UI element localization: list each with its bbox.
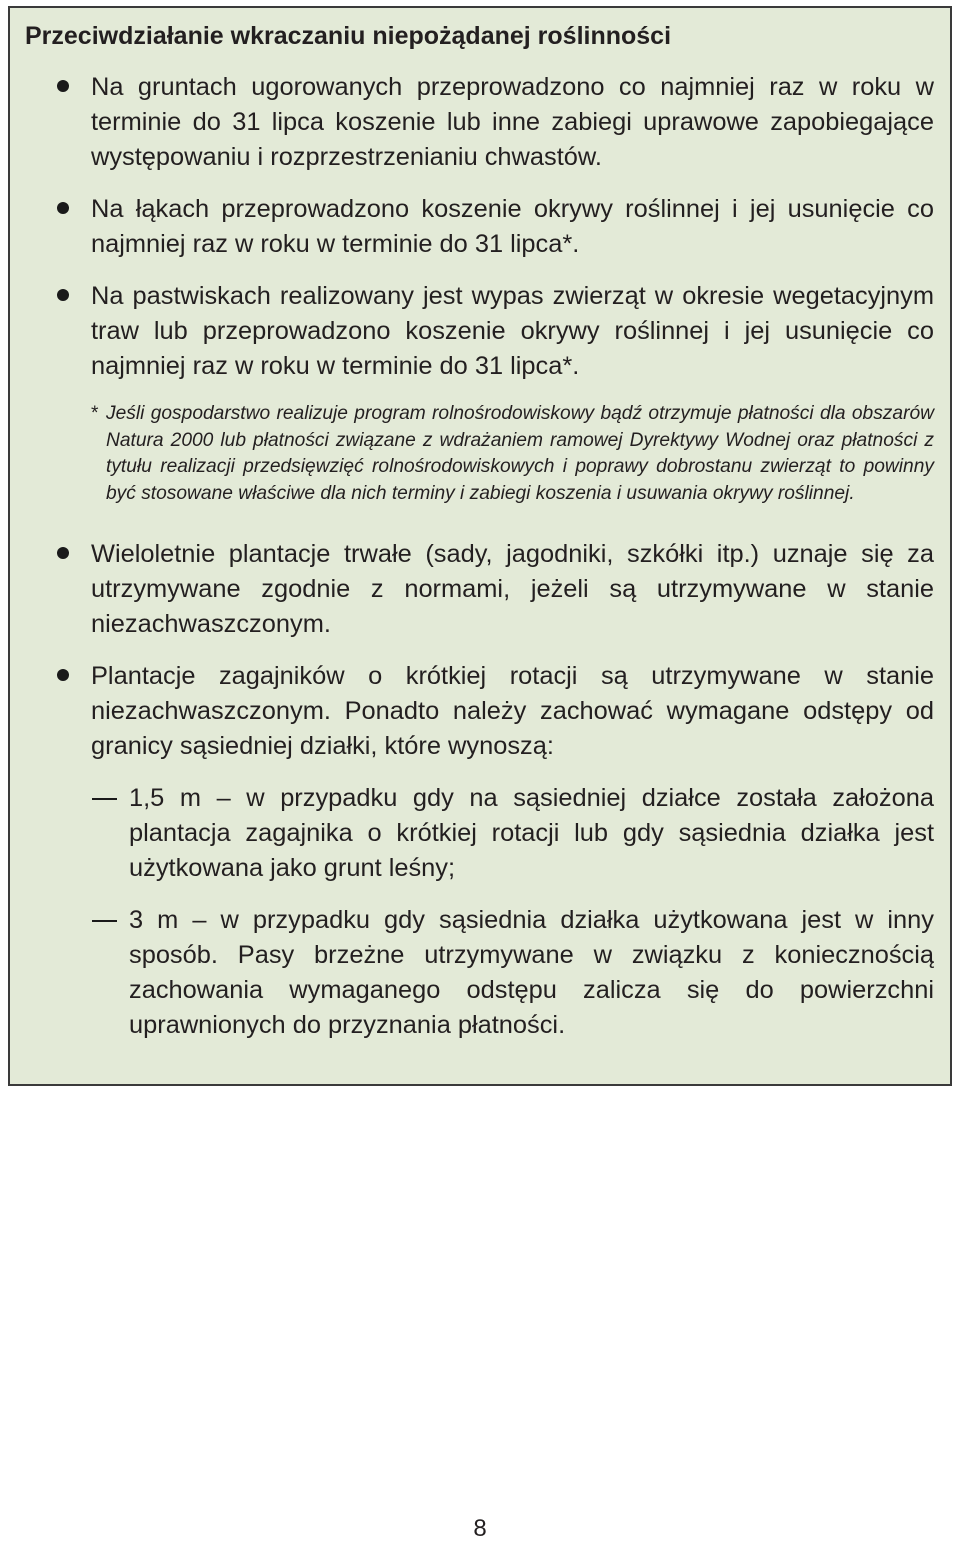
bullet-item-meadows <box>25 192 934 262</box>
bullet-item-coppice-plantations <box>25 659 934 764</box>
dash-text: 3 m – w przypadku gdy sąsiednia działka użytkowana jest w inny sposób. Pasy brzeżne utrzymywane w związku z koniecznością zachowania wymaganego odstępu zalicza się do powierzchni uprawnionych do przyznania płatności. <box>129 906 934 1039</box>
footnote <box>25 401 934 507</box>
dash-icon <box>92 920 117 922</box>
bullet-dot-icon <box>57 669 69 681</box>
dash-text: 1,5 m – w przypadku gdy na sąsiedniej działce została założona plantacja zagajnika o krótkiej rotacji lub gdy sąsiednia działka jest użytkowana jako grunt leśny; <box>129 784 934 882</box>
info-box <box>8 6 952 1086</box>
dash-item-distance-1-5m <box>25 781 934 886</box>
bullet-text: Na pastwiskach realizowany jest wypas zwierząt w okresie wegetacyjnym traw lub przeprowadzono koszenie okrywy roślinnej i jej usunięcie co najmniej raz w roku w terminie do 31 lipca*. <box>91 282 934 380</box>
section-title: Przeciwdziałanie wkraczaniu niepożądanej roślinności <box>25 22 672 50</box>
bullet-dot-icon <box>57 80 69 92</box>
bullet-item-perennial-plantations <box>25 537 934 642</box>
bullet-text: Na gruntach ugorowanych przeprowadzono co najmniej raz w roku w terminie do 31 lipca koszenie lub inne zabiegi uprawowe zapobiegające występowaniu i rozprzestrzenianiu chwastów. <box>91 73 934 171</box>
dash-item-distance-3m <box>25 903 934 1043</box>
bullet-dot-icon <box>57 202 69 214</box>
page-number: 8 <box>473 1515 487 1542</box>
bullet-text: Wieloletnie plantacje trwałe (sady, jagodniki, szkółki itp.) uznaje się za utrzymywane zgodnie z normami, jeżeli są utrzymywane w stanie niezachwaszczonym. <box>91 540 934 638</box>
footnote-marker: * <box>91 403 99 424</box>
bullet-dot-icon <box>57 289 69 301</box>
footnote-text: Jeśli gospodarstwo realizuje program rolnośrodowiskowy bądź otrzymuje płatności dla obszarów Natura 2000 lub płatności związane z wdrażaniem ramowej Dyrektywy Wodnej oraz płatności z tytułu realizacji przedsięwzięć rolnośrodowiskowych i poprawy dobrostanu zwierząt to powinny być stosowane właściwe dla nich terminy i zabiegi koszenia i usuwania okrywy roślinnej. <box>106 403 934 504</box>
dash-icon <box>92 798 117 800</box>
bullet-item-pastures <box>25 279 934 384</box>
bullet-dot-icon <box>57 547 69 559</box>
bullet-text: Plantacje zagajników o krótkiej rotacji są utrzymywane w stanie niezachwaszczonym. Ponadto należy zachować wymagane odstępy od granicy sąsiedniej działki, które wynoszą: <box>91 662 934 760</box>
bullet-item-fallow-land <box>25 70 934 175</box>
bullet-text: Na łąkach przeprowadzono koszenie okrywy roślinnej i jej usunięcie co najmniej raz w roku w terminie do 31 lipca*. <box>91 195 934 258</box>
